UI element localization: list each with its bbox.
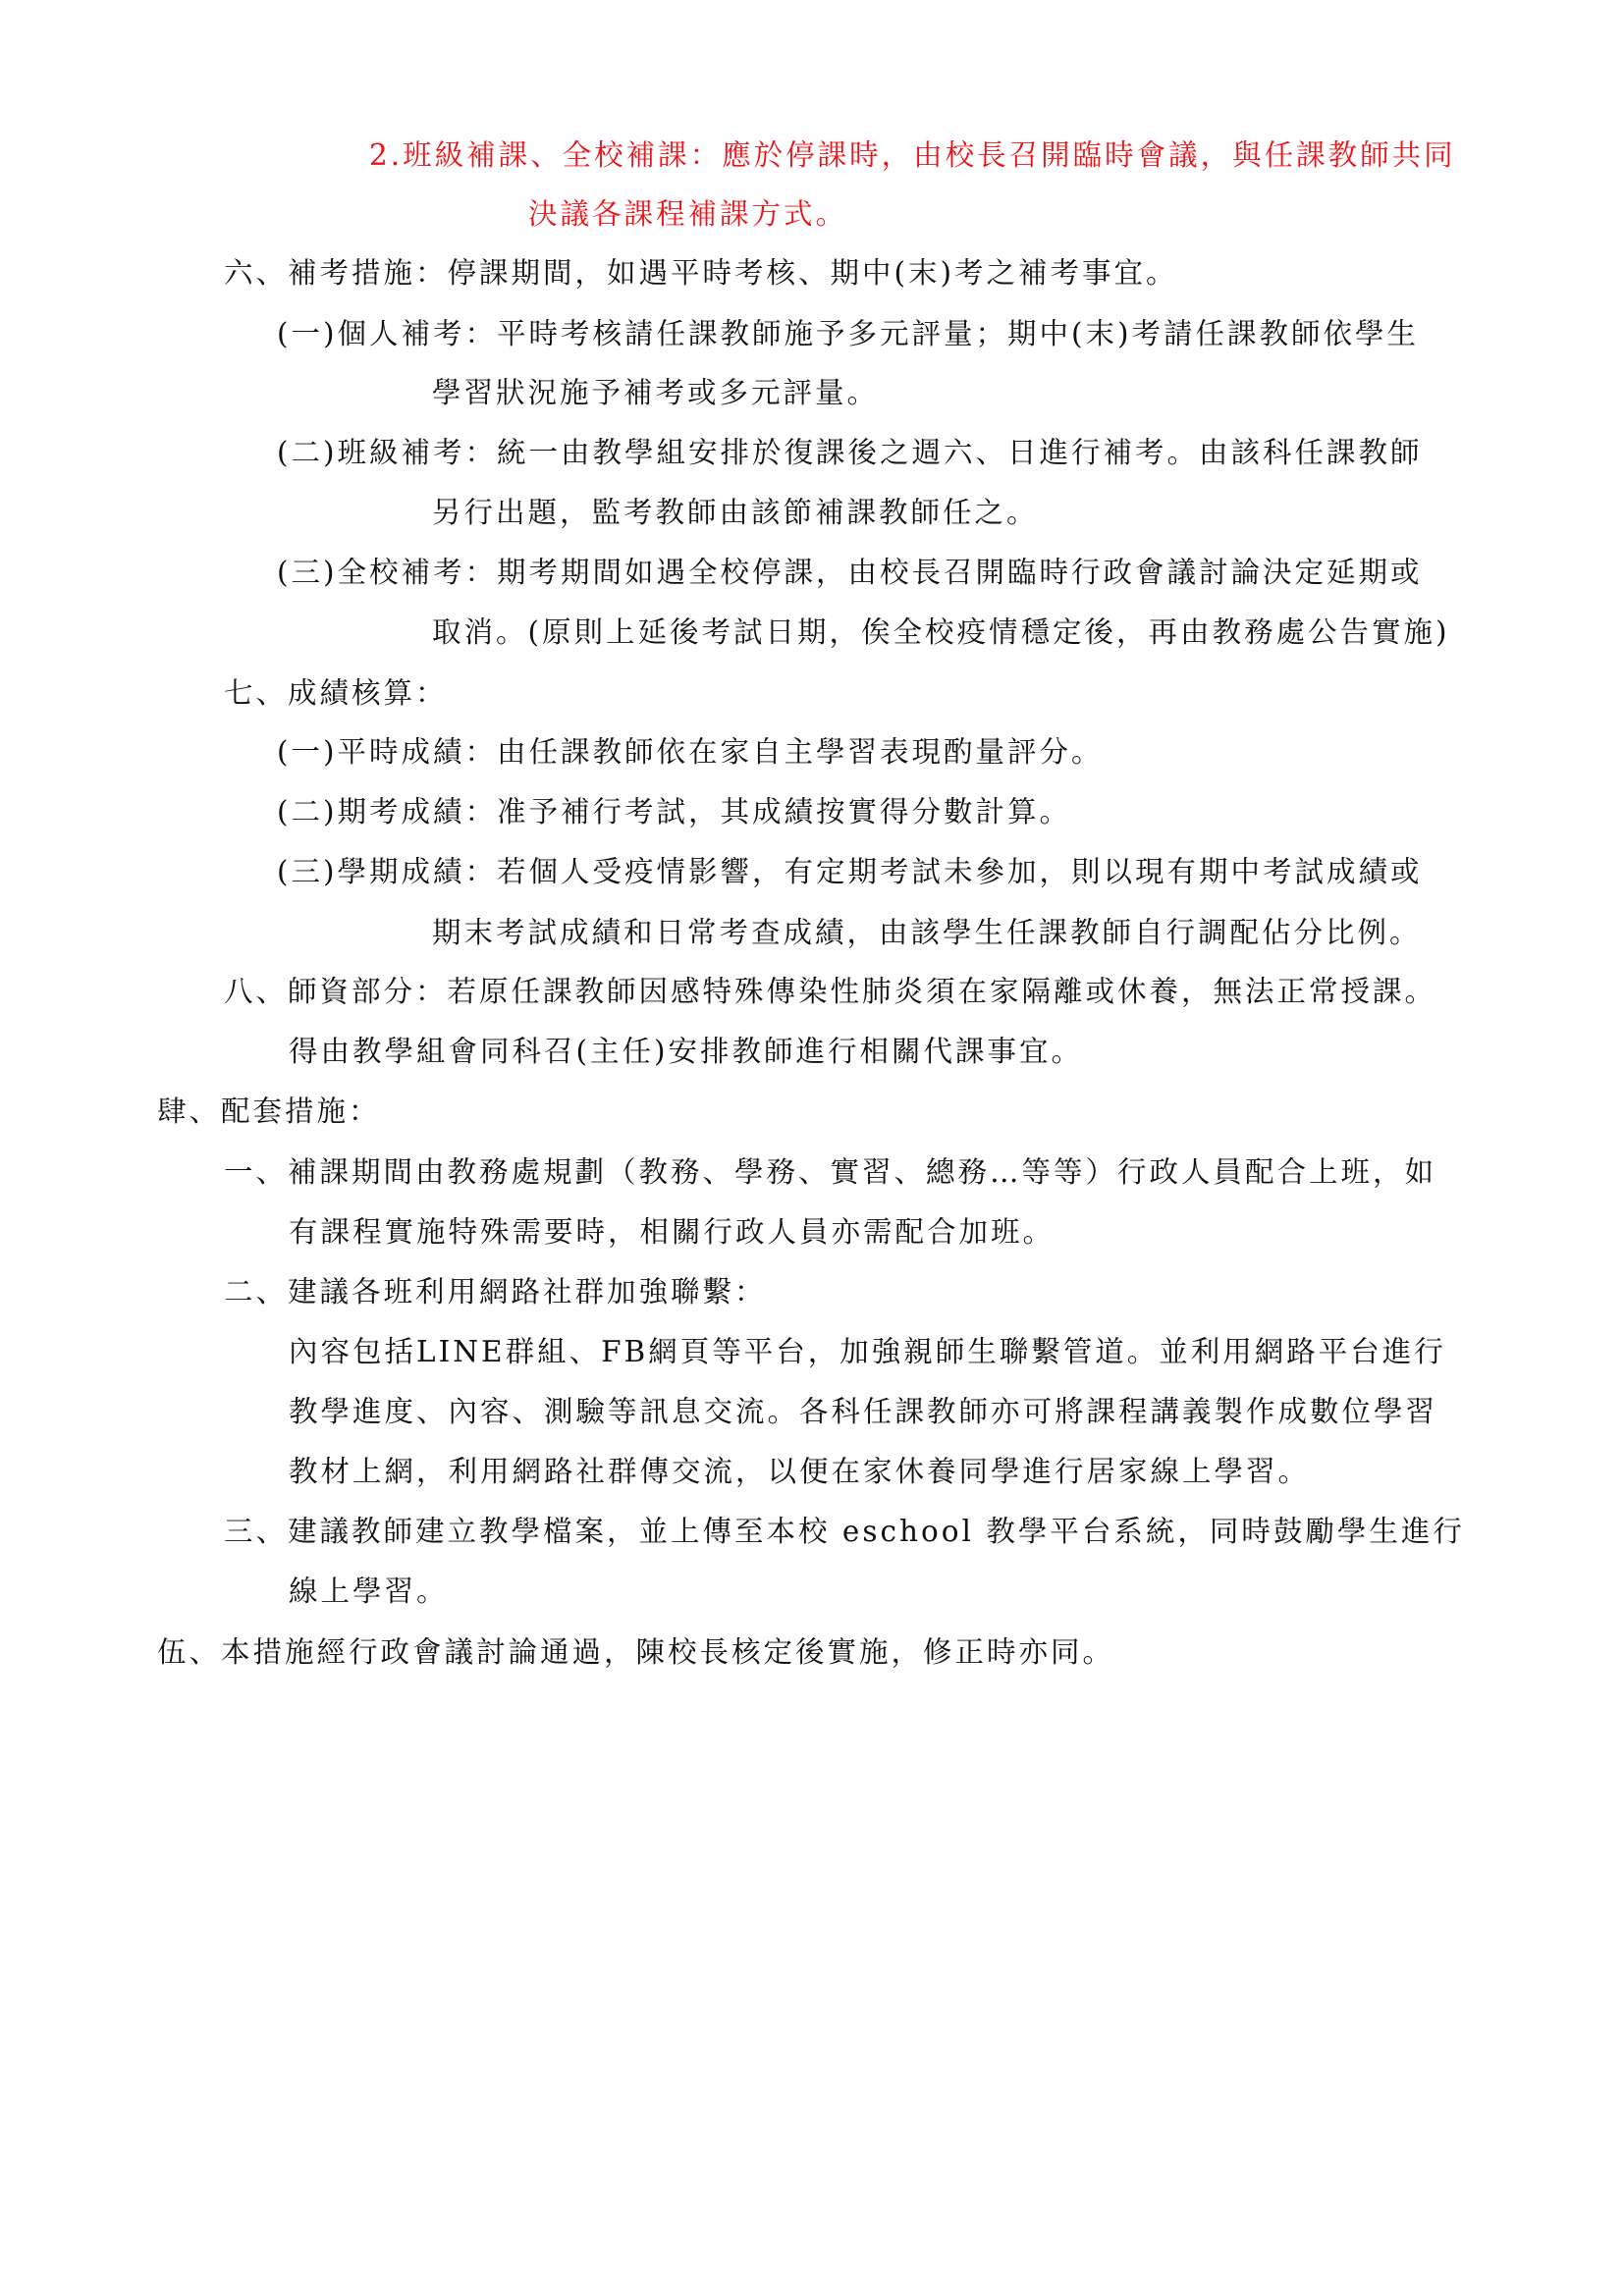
text-line: 學習狀況施予補考或多元評量。: [432, 376, 880, 409]
text-line: 教材上網，利用網路社群傳交流，以便在家休養同學進行居家線上學習。: [289, 1455, 1311, 1488]
text-line: 內容包括LINE群組、FB網頁等平台，加強親師生聯繫管道。並利用網路平台進行: [289, 1335, 1446, 1368]
text-line: 期末考試成績和日常考查成績，由該學生任課教師自行調配佔分比例。: [432, 916, 1422, 949]
text-line: 決議各課程補課方式。: [528, 197, 848, 231]
text-line: (一)平時成績：由任課教師依在家自主學習表現酌量評分。: [277, 735, 1104, 769]
text-line: (二)班級補考：統一由教學組安排於復課後之週六、日進行補考。由該科任課教師: [277, 436, 1423, 469]
text-line: 三、建議教師建立教學檔案，並上傳至本校 eschool 教學平台系統，同時鼓勵學生進行: [224, 1515, 1465, 1548]
chapter-heading: 肆、配套措施：: [157, 1095, 381, 1128]
section-heading: 七、成績核算：: [224, 676, 448, 710]
text-line: 線上學習。: [289, 1575, 449, 1608]
section-heading: 八、師資部分：若原任課教師因感特殊傳染性肺炎須在家隔離或休養，無法正常授課。: [224, 975, 1437, 1008]
text-line: (二)期考成績：准予補行考試，其成績按實得分數計算。: [277, 795, 1072, 828]
text-line: 得由教學組會同科召(主任)安排教師進行相關代課事宜。: [289, 1035, 1084, 1068]
section-heading: 六、補考措施：停課期間，如遇平時考核、期中(末)考之補考事宜。: [224, 256, 1178, 290]
text-line: 取消。(原則上延後考試日期，俟全校疫情穩定後，再由教務處公告實施): [432, 615, 1450, 649]
text-line: 一、補課期間由教務處規劃（教務、學務、實習、總務…等等）行政人員配合上班，如: [224, 1155, 1437, 1189]
text-line: 教學進度、內容、測驗等訊息交流。各科任課教師亦可將課程講義製作成數位學習: [289, 1395, 1438, 1428]
text-line: (三)學期成績：若個人受疫情影響，有定期考試未參加，則以現有期中考試成績或: [277, 855, 1423, 888]
text-line: 另行出題，監考教師由該節補課教師任之。: [432, 496, 1039, 529]
text-line: 2.班級補課、全校補課：應於停課時，由校長召開臨時會議，與任課教師共同: [369, 138, 1456, 172]
chapter-heading: 伍、本措施經行政會議討論通過，陳校長核定後實施，修正時亦同。: [157, 1635, 1115, 1669]
text-line: (三)全校補考：期考期間如遇全校停課，由校長召開臨時行政會議討論決定延期或: [277, 556, 1423, 589]
text-line: (一)個人補考：平時考核請任課教師施予多元評量；期中(末)考請任課教師依學生: [277, 317, 1420, 350]
text-line: 有課程實施特殊需要時，相關行政人員亦需配合加班。: [289, 1215, 1056, 1249]
section-heading: 二、建議各班利用網路社群加強聯繫：: [224, 1275, 767, 1308]
